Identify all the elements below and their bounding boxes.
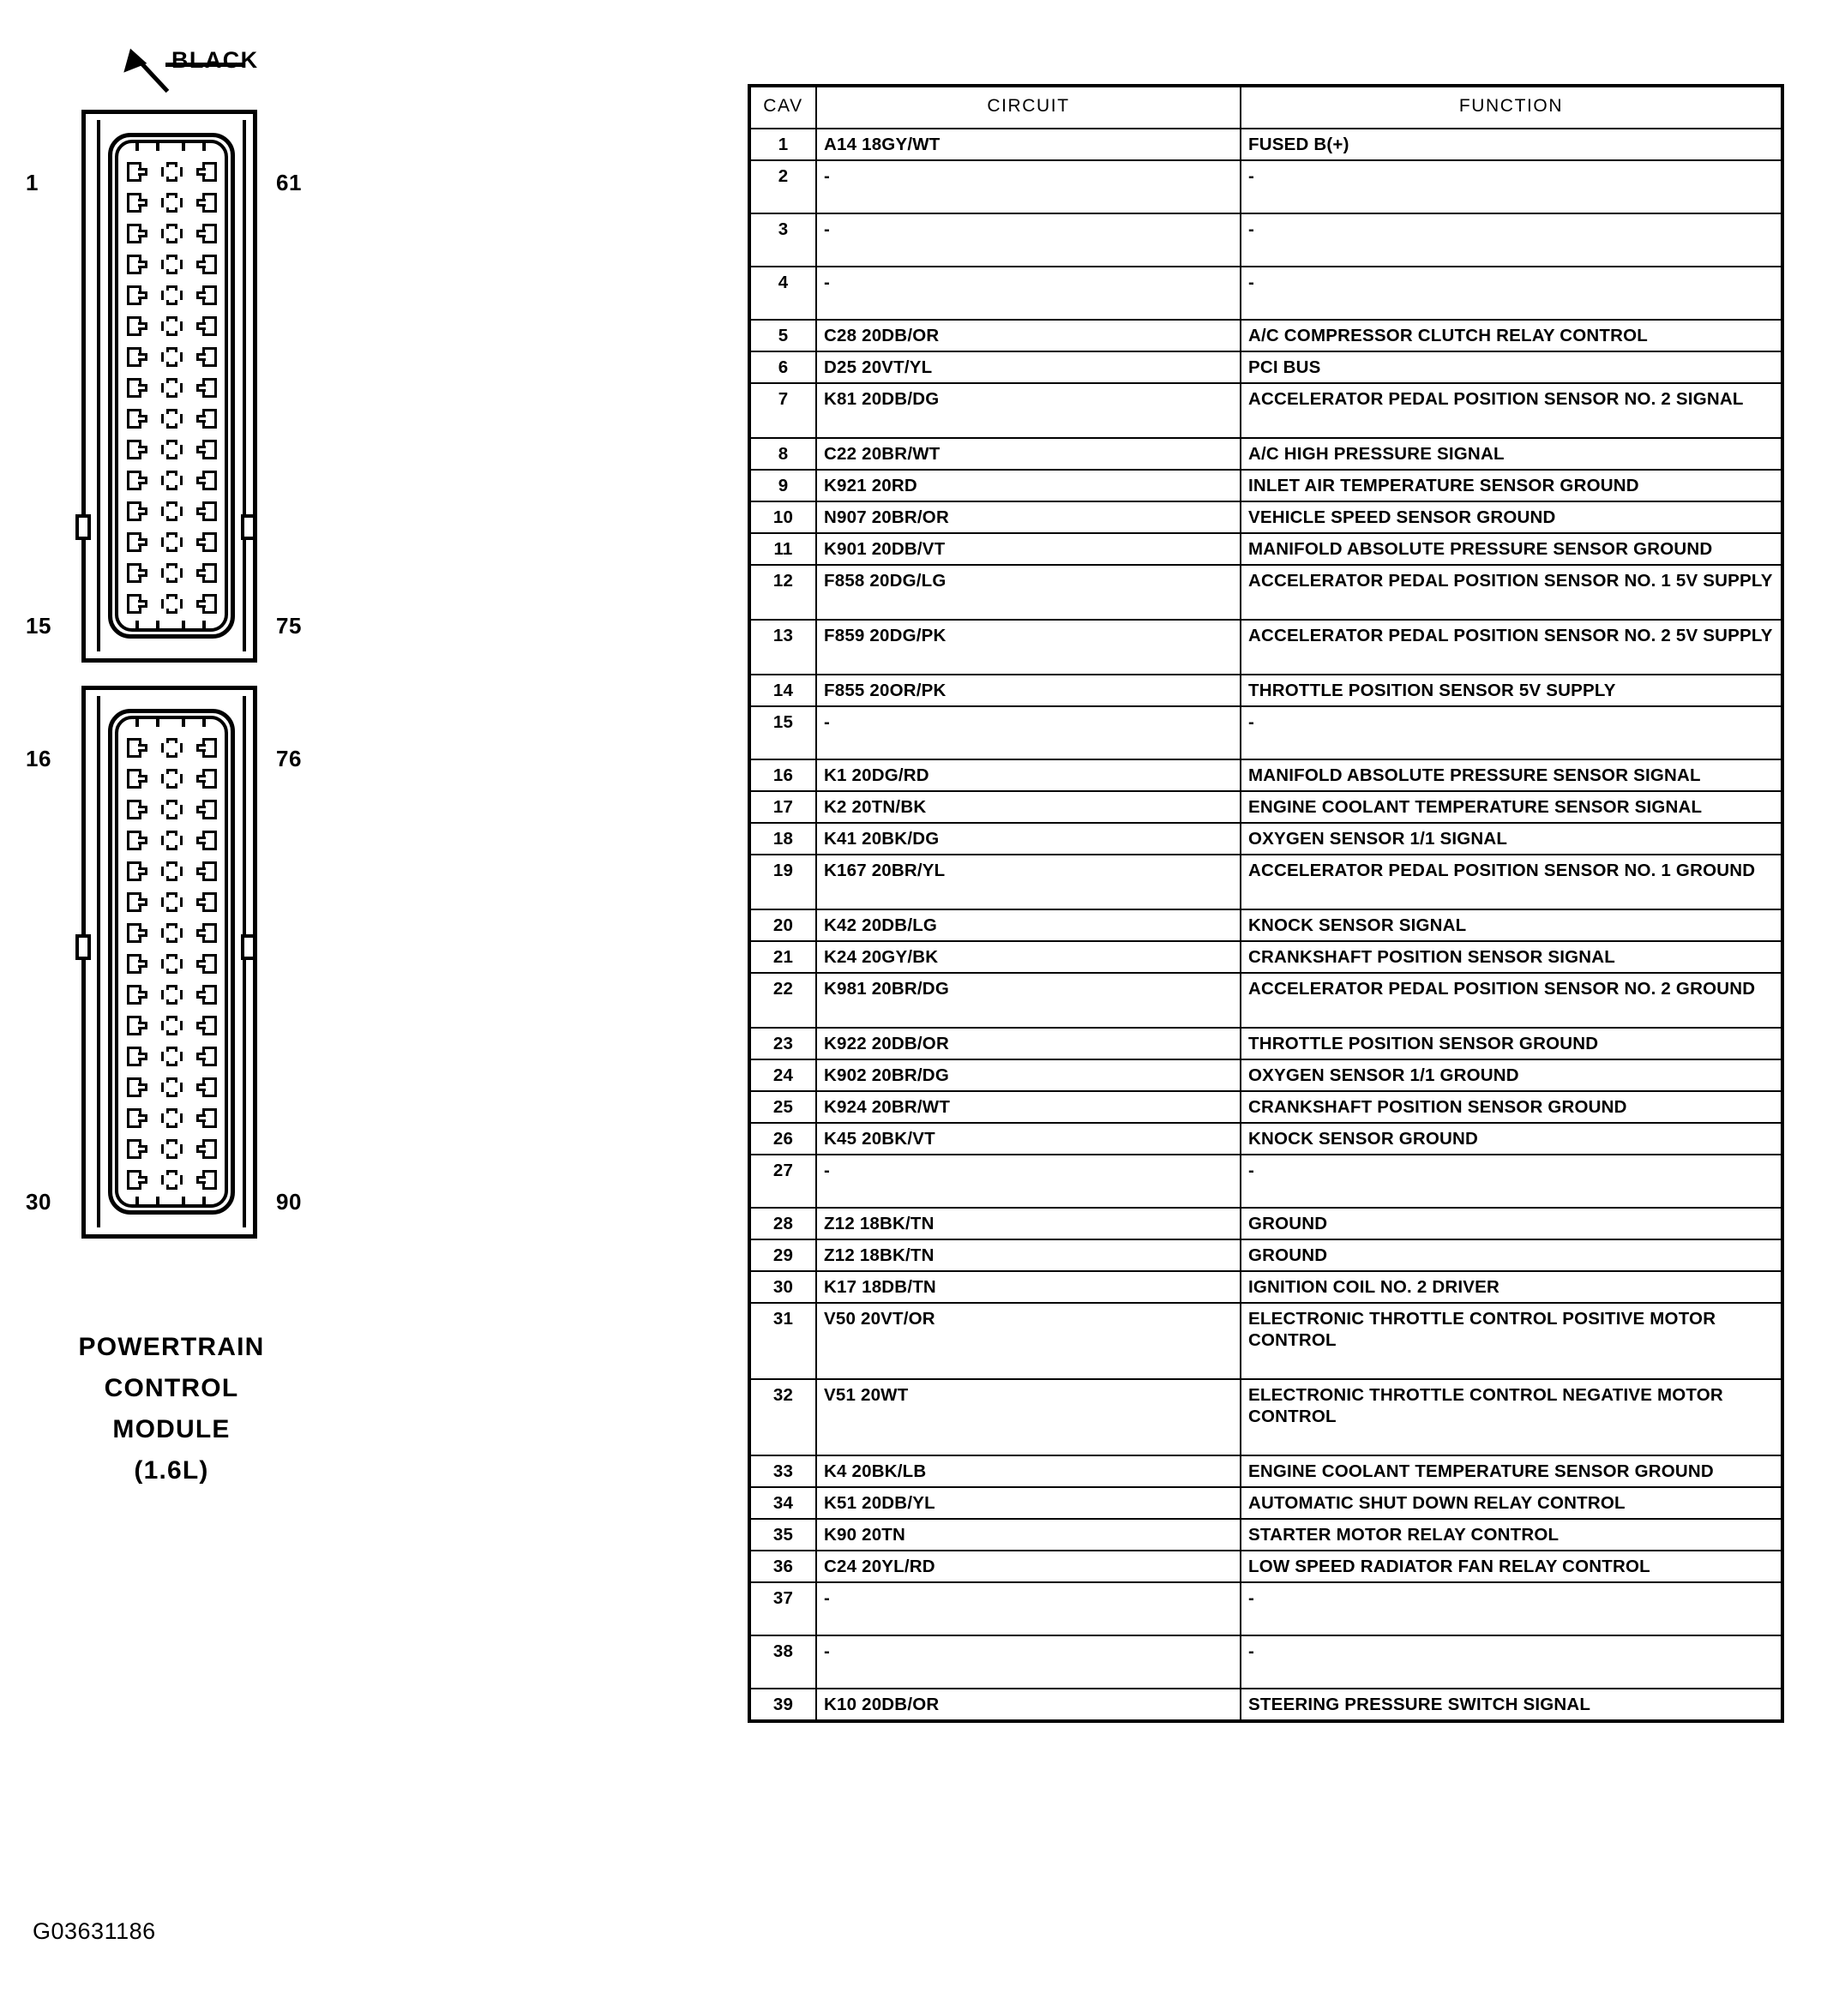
cell-function: MANIFOLD ABSOLUTE PRESSURE SENSOR SIGNAL xyxy=(1241,759,1782,791)
pin-terminal xyxy=(161,1077,183,1097)
caption-line-3: MODULE xyxy=(112,1415,231,1443)
table-row xyxy=(749,1059,1782,1091)
pin-terminal xyxy=(195,1108,217,1128)
cav-label-upper-bottom-right: 75 xyxy=(276,613,302,639)
cell-circuit: K10 20DB/OR xyxy=(816,1689,1241,1721)
cell-circuit: K81 20DB/DG xyxy=(816,383,1241,438)
cell-circuit: F855 20OR/PK xyxy=(816,675,1241,706)
cell-cav: 8 xyxy=(749,438,816,470)
pin-terminal xyxy=(195,501,217,521)
table-row xyxy=(749,1028,1782,1059)
upper-side-bump-right xyxy=(241,514,256,540)
module-caption xyxy=(0,1327,343,1491)
pin-terminal xyxy=(127,255,148,274)
cell-function: - xyxy=(1241,213,1782,267)
pin-terminal xyxy=(161,440,183,459)
cell-function: MANIFOLD ABSOLUTE PRESSURE SENSOR GROUND xyxy=(1241,533,1782,565)
pin-terminal xyxy=(127,1077,148,1097)
table-row xyxy=(749,941,1782,973)
pin-terminal xyxy=(195,1047,217,1066)
cav-label-lower-top-left: 16 xyxy=(26,746,51,771)
cell-function: KNOCK SENSOR SIGNAL xyxy=(1241,909,1782,941)
pin-terminal xyxy=(127,563,148,583)
pin-terminal xyxy=(161,738,183,758)
cell-cav: 10 xyxy=(749,501,816,533)
pin-terminal xyxy=(127,378,148,398)
table-row xyxy=(749,973,1782,1028)
cell-cav: 33 xyxy=(749,1455,816,1487)
pin-terminal xyxy=(161,378,183,398)
pin-terminal xyxy=(195,954,217,974)
upper-latch-top-right xyxy=(182,140,206,151)
pin-terminal xyxy=(127,501,148,521)
cell-circuit: F859 20DG/PK xyxy=(816,620,1241,675)
table-row xyxy=(749,1123,1782,1155)
pin-terminal xyxy=(161,954,183,974)
table-row xyxy=(749,1487,1782,1519)
cav-label-lower-bottom-left: 30 xyxy=(26,1189,51,1215)
pin-terminal xyxy=(195,440,217,459)
cell-cav: 19 xyxy=(749,855,816,909)
cell-function: CRANKSHAFT POSITION SENSOR SIGNAL xyxy=(1241,941,1782,973)
pin-terminal xyxy=(127,285,148,305)
cell-cav: 15 xyxy=(749,706,816,759)
cell-circuit: V50 20VT/OR xyxy=(816,1303,1241,1379)
caption-line-2: CONTROL xyxy=(104,1374,239,1402)
cell-circuit: K902 20BR/DG xyxy=(816,1059,1241,1091)
lower-latch-bottom-left xyxy=(135,1197,159,1208)
pin-terminal xyxy=(195,923,217,943)
cell-cav: 2 xyxy=(749,160,816,213)
table-row xyxy=(749,620,1782,675)
lower-rail-left xyxy=(97,696,100,1227)
cav-label-upper-top-right: 61 xyxy=(276,170,302,195)
pin-terminal xyxy=(161,193,183,213)
pin-terminal xyxy=(127,532,148,552)
pin-terminal xyxy=(195,1016,217,1035)
cell-cav: 31 xyxy=(749,1303,816,1379)
pin-terminal xyxy=(127,1016,148,1035)
cell-cav: 6 xyxy=(749,351,816,383)
column-header-function: FUNCTION xyxy=(1241,86,1782,129)
pin-terminal xyxy=(195,162,217,182)
cav-label-upper-bottom-left: 15 xyxy=(26,613,51,639)
upper-latch-top-left xyxy=(135,140,159,151)
table-row xyxy=(749,1455,1782,1487)
pin-terminal xyxy=(127,1108,148,1128)
pin-terminal xyxy=(161,1170,183,1190)
cell-function: - xyxy=(1241,160,1782,213)
pin-terminal xyxy=(127,347,148,367)
upper-side-bump-left xyxy=(75,514,91,540)
table-row xyxy=(749,213,1782,267)
cell-cav: 20 xyxy=(749,909,816,941)
cell-function: PCI BUS xyxy=(1241,351,1782,383)
cell-function: VEHICLE SPEED SENSOR GROUND xyxy=(1241,501,1782,533)
cell-cav: 18 xyxy=(749,823,816,855)
pin-terminal xyxy=(161,285,183,305)
cell-circuit: - xyxy=(816,267,1241,320)
table-row xyxy=(749,267,1782,320)
pin-terminal xyxy=(195,800,217,819)
pin-terminal xyxy=(161,985,183,1005)
table-row xyxy=(749,1303,1782,1379)
pin-terminal xyxy=(127,923,148,943)
cell-function: - xyxy=(1241,706,1782,759)
pin-terminal xyxy=(195,594,217,614)
pin-terminal xyxy=(161,563,183,583)
pin-terminal xyxy=(127,954,148,974)
caption-line-4: (1.6L) xyxy=(134,1456,209,1485)
cell-circuit: Z12 18BK/TN xyxy=(816,1239,1241,1271)
connector-color-label: BLACK xyxy=(171,47,259,73)
cell-function: GROUND xyxy=(1241,1239,1782,1271)
pin-terminal xyxy=(127,409,148,429)
cell-function: THROTTLE POSITION SENSOR GROUND xyxy=(1241,1028,1782,1059)
cell-circuit: K51 20DB/YL xyxy=(816,1487,1241,1519)
cell-function: ACCELERATOR PEDAL POSITION SENSOR NO. 2 GROUND xyxy=(1241,973,1782,1028)
lower-latch-top-right xyxy=(182,716,206,727)
cell-circuit: K42 20DB/LG xyxy=(816,909,1241,941)
cell-function: OXYGEN SENSOR 1/1 SIGNAL xyxy=(1241,823,1782,855)
cell-circuit: C28 20DB/OR xyxy=(816,320,1241,351)
pin-terminal xyxy=(161,1047,183,1066)
pin-terminal xyxy=(127,1139,148,1159)
cell-cav: 38 xyxy=(749,1635,816,1689)
cell-function: - xyxy=(1241,1635,1782,1689)
cell-cav: 13 xyxy=(749,620,816,675)
cell-cav: 32 xyxy=(749,1379,816,1455)
cell-cav: 36 xyxy=(749,1551,816,1582)
table-row xyxy=(749,1271,1782,1303)
table-row xyxy=(749,351,1782,383)
cell-cav: 1 xyxy=(749,129,816,160)
pin-terminal xyxy=(195,471,217,490)
table-row xyxy=(749,501,1782,533)
pin-terminal xyxy=(161,224,183,243)
column-header-circuit: CIRCUIT xyxy=(816,86,1241,129)
pin-terminal xyxy=(195,193,217,213)
cell-circuit: K2 20TN/BK xyxy=(816,791,1241,823)
cell-circuit: K981 20BR/DG xyxy=(816,973,1241,1028)
cell-function: A/C HIGH PRESSURE SIGNAL xyxy=(1241,438,1782,470)
table-row xyxy=(749,1379,1782,1455)
cell-circuit: K41 20BK/DG xyxy=(816,823,1241,855)
cav-label-lower-top-right: 76 xyxy=(276,746,302,771)
lower-pin-grid xyxy=(120,732,223,1195)
cell-function: ACCELERATOR PEDAL POSITION SENSOR NO. 1 5V SUPPLY xyxy=(1241,565,1782,620)
pin-terminal xyxy=(127,800,148,819)
table-row xyxy=(749,909,1782,941)
pin-terminal xyxy=(195,1170,217,1190)
pin-terminal xyxy=(127,1047,148,1066)
pin-terminal xyxy=(127,316,148,336)
cell-function: OXYGEN SENSOR 1/1 GROUND xyxy=(1241,1059,1782,1091)
lower-rail-right xyxy=(243,696,246,1227)
pin-terminal xyxy=(127,985,148,1005)
pin-terminal xyxy=(161,892,183,912)
cell-circuit: C24 20YL/RD xyxy=(816,1551,1241,1582)
table-row xyxy=(749,1582,1782,1635)
pin-terminal xyxy=(195,892,217,912)
pin-terminal xyxy=(195,738,217,758)
cav-label-upper-top-left: 1 xyxy=(26,170,39,195)
cell-circuit: - xyxy=(816,213,1241,267)
upper-pin-grid xyxy=(120,156,223,619)
pin-terminal xyxy=(161,800,183,819)
cell-cav: 25 xyxy=(749,1091,816,1123)
table-row xyxy=(749,1208,1782,1239)
cell-cav: 39 xyxy=(749,1689,816,1721)
cell-function: ENGINE COOLANT TEMPERATURE SENSOR SIGNAL xyxy=(1241,791,1782,823)
cell-cav: 5 xyxy=(749,320,816,351)
pin-terminal xyxy=(161,347,183,367)
pin-terminal xyxy=(161,769,183,789)
pin-terminal xyxy=(161,923,183,943)
pin-terminal xyxy=(195,769,217,789)
cell-function: CRANKSHAFT POSITION SENSOR GROUND xyxy=(1241,1091,1782,1123)
cell-function: INLET AIR TEMPERATURE SENSOR GROUND xyxy=(1241,470,1782,501)
cell-circuit: - xyxy=(816,706,1241,759)
cell-circuit: - xyxy=(816,1635,1241,1689)
table-row xyxy=(749,1155,1782,1208)
pin-terminal xyxy=(161,861,183,881)
pin-terminal xyxy=(127,471,148,490)
cell-function: AUTOMATIC SHUT DOWN RELAY CONTROL xyxy=(1241,1487,1782,1519)
pin-terminal xyxy=(127,224,148,243)
pinout-table-container xyxy=(748,84,1781,1723)
table-row xyxy=(749,129,1782,160)
pin-terminal xyxy=(127,892,148,912)
pin-terminal xyxy=(195,347,217,367)
cell-cav: 4 xyxy=(749,267,816,320)
cell-circuit: K921 20RD xyxy=(816,470,1241,501)
cell-function: ACCELERATOR PEDAL POSITION SENSOR NO. 1 GROUND xyxy=(1241,855,1782,909)
cav-label-lower-bottom-right: 90 xyxy=(276,1189,302,1215)
pin-terminal xyxy=(161,1016,183,1035)
cell-function: GROUND xyxy=(1241,1208,1782,1239)
table-header-row xyxy=(749,86,1782,129)
cell-cav: 28 xyxy=(749,1208,816,1239)
table-row xyxy=(749,438,1782,470)
cell-cav: 3 xyxy=(749,213,816,267)
pin-terminal xyxy=(127,861,148,881)
pin-terminal xyxy=(195,285,217,305)
upper-latch-bottom-left xyxy=(135,621,159,632)
pin-terminal xyxy=(195,409,217,429)
cell-circuit: K924 20BR/WT xyxy=(816,1091,1241,1123)
cell-circuit: K922 20DB/OR xyxy=(816,1028,1241,1059)
cell-cav: 29 xyxy=(749,1239,816,1271)
cell-cav: 12 xyxy=(749,565,816,620)
cell-circuit: K45 20BK/VT xyxy=(816,1123,1241,1155)
cell-circuit: Z12 18BK/TN xyxy=(816,1208,1241,1239)
cell-circuit: C22 20BR/WT xyxy=(816,438,1241,470)
pin-terminal xyxy=(161,831,183,850)
table-row xyxy=(749,533,1782,565)
pin-terminal xyxy=(161,532,183,552)
table-row xyxy=(749,565,1782,620)
table-row xyxy=(749,706,1782,759)
upper-rail-left xyxy=(97,120,100,651)
lower-side-bump-right xyxy=(241,934,256,960)
table-row xyxy=(749,823,1782,855)
lower-latch-top-left xyxy=(135,716,159,727)
pin-terminal xyxy=(127,594,148,614)
cell-cav: 37 xyxy=(749,1582,816,1635)
cell-function: STEERING PRESSURE SWITCH SIGNAL xyxy=(1241,1689,1782,1721)
cell-function: KNOCK SENSOR GROUND xyxy=(1241,1123,1782,1155)
cell-circuit: K90 20TN xyxy=(816,1519,1241,1551)
cell-cav: 9 xyxy=(749,470,816,501)
cell-function: THROTTLE POSITION SENSOR 5V SUPPLY xyxy=(1241,675,1782,706)
cell-circuit: K167 20BR/YL xyxy=(816,855,1241,909)
pin-terminal xyxy=(127,769,148,789)
cell-function: IGNITION COIL NO. 2 DRIVER xyxy=(1241,1271,1782,1303)
table-row xyxy=(749,320,1782,351)
cell-cav: 11 xyxy=(749,533,816,565)
cell-cav: 21 xyxy=(749,941,816,973)
cell-function: FUSED B(+) xyxy=(1241,129,1782,160)
table-row xyxy=(749,1239,1782,1271)
upper-latch-bottom-right xyxy=(182,621,206,632)
cell-cav: 17 xyxy=(749,791,816,823)
table-row xyxy=(749,1689,1782,1721)
cell-function: - xyxy=(1241,1582,1782,1635)
pin-terminal xyxy=(127,1170,148,1190)
cell-cav: 30 xyxy=(749,1271,816,1303)
cell-cav: 23 xyxy=(749,1028,816,1059)
pin-terminal xyxy=(161,501,183,521)
cell-cav: 7 xyxy=(749,383,816,438)
cell-cav: 35 xyxy=(749,1519,816,1551)
pin-terminal xyxy=(161,471,183,490)
pin-terminal xyxy=(195,861,217,881)
pin-terminal xyxy=(195,316,217,336)
cell-function: ENGINE COOLANT TEMPERATURE SENSOR GROUND xyxy=(1241,1455,1782,1487)
table-row xyxy=(749,759,1782,791)
table-row xyxy=(749,1091,1782,1123)
table-row xyxy=(749,675,1782,706)
cell-function: ACCELERATOR PEDAL POSITION SENSOR NO. 2 SIGNAL xyxy=(1241,383,1782,438)
pin-terminal xyxy=(195,532,217,552)
cell-function: ACCELERATOR PEDAL POSITION SENSOR NO. 2 5V SUPPLY xyxy=(1241,620,1782,675)
pin-terminal xyxy=(161,255,183,274)
lower-side-bump-left xyxy=(75,934,91,960)
pin-terminal xyxy=(127,738,148,758)
cell-cav: 27 xyxy=(749,1155,816,1208)
table-row xyxy=(749,1635,1782,1689)
cell-circuit: K24 20GY/BK xyxy=(816,941,1241,973)
lower-latch-bottom-right xyxy=(182,1197,206,1208)
pin-terminal xyxy=(127,193,148,213)
cell-circuit: K4 20BK/LB xyxy=(816,1455,1241,1487)
cell-circuit: K901 20DB/VT xyxy=(816,533,1241,565)
pin-terminal xyxy=(195,378,217,398)
cell-cav: 34 xyxy=(749,1487,816,1519)
cell-cav: 16 xyxy=(749,759,816,791)
cell-cav: 14 xyxy=(749,675,816,706)
cell-function: LOW SPEED RADIATOR FAN RELAY CONTROL xyxy=(1241,1551,1782,1582)
pin-terminal xyxy=(195,831,217,850)
cell-circuit: K17 18DB/TN xyxy=(816,1271,1241,1303)
table-row xyxy=(749,160,1782,213)
upper-rail-right xyxy=(243,120,246,651)
cell-function: - xyxy=(1241,1155,1782,1208)
pin-terminal xyxy=(127,831,148,850)
cell-circuit: - xyxy=(816,1155,1241,1208)
cell-cav: 26 xyxy=(749,1123,816,1155)
pin-terminal xyxy=(195,563,217,583)
pin-terminal xyxy=(161,409,183,429)
cell-cav: 22 xyxy=(749,973,816,1028)
pin-terminal xyxy=(195,985,217,1005)
callout-arrow-icon xyxy=(116,49,147,81)
pin-terminal xyxy=(161,316,183,336)
cell-circuit: - xyxy=(816,160,1241,213)
cell-cav: 24 xyxy=(749,1059,816,1091)
cell-function: ELECTRONIC THROTTLE CONTROL NEGATIVE MOTOR CONTROL xyxy=(1241,1379,1782,1455)
pinout-table-body xyxy=(749,129,1782,1721)
cell-circuit: K1 20DG/RD xyxy=(816,759,1241,791)
cell-circuit: A14 18GY/WT xyxy=(816,129,1241,160)
cell-circuit: V51 20WT xyxy=(816,1379,1241,1455)
pin-terminal xyxy=(127,162,148,182)
pin-terminal xyxy=(161,594,183,614)
table-row xyxy=(749,470,1782,501)
pin-terminal xyxy=(161,1108,183,1128)
table-row xyxy=(749,383,1782,438)
table-row xyxy=(749,1519,1782,1551)
caption-line-1: POWERTRAIN xyxy=(78,1333,265,1361)
pin-terminal xyxy=(161,162,183,182)
cell-function: STARTER MOTOR RELAY CONTROL xyxy=(1241,1519,1782,1551)
column-header-cav: CAV xyxy=(749,86,816,129)
pin-terminal xyxy=(195,255,217,274)
pin-terminal xyxy=(195,224,217,243)
pinout-table xyxy=(748,84,1784,1723)
cell-circuit: D25 20VT/YL xyxy=(816,351,1241,383)
pin-terminal xyxy=(195,1139,217,1159)
connector-diagram xyxy=(0,0,737,2016)
pin-terminal xyxy=(161,1139,183,1159)
cell-circuit: - xyxy=(816,1582,1241,1635)
cell-function: ELECTRONIC THROTTLE CONTROL POSITIVE MOTOR CONTROL xyxy=(1241,1303,1782,1379)
cell-function: A/C COMPRESSOR CLUTCH RELAY CONTROL xyxy=(1241,320,1782,351)
table-row xyxy=(749,1551,1782,1582)
table-row xyxy=(749,791,1782,823)
figure-reference-code: G03631186 xyxy=(33,1918,156,1944)
pin-terminal xyxy=(127,440,148,459)
pin-terminal xyxy=(195,1077,217,1097)
cell-circuit: N907 20BR/OR xyxy=(816,501,1241,533)
cell-circuit: F858 20DG/LG xyxy=(816,565,1241,620)
cell-function: - xyxy=(1241,267,1782,320)
table-row xyxy=(749,855,1782,909)
